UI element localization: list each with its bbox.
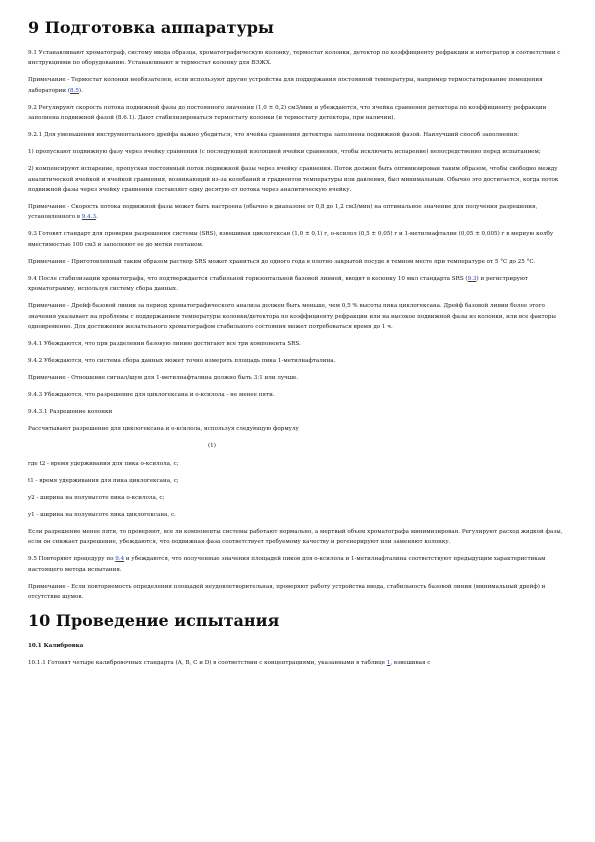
legend-t2: где t2 - время удерживания для пика о-ксилола, с;: [28, 461, 179, 468]
link-table-1[interactable]: 1: [386, 659, 391, 666]
link-9-3[interactable]: 9.3: [467, 275, 477, 282]
paragraph-10-1-1: 10.1.1 Готовят четыре калибровочных стандарта (А, В, С и D) в соответствии с концентрациями, указанными в таблице 1, взвешивая с: [28, 659, 431, 666]
legend-t1: t1 - время удерживания для пика циклогексана, с;: [28, 478, 179, 485]
note-srs-storage: Примечание - Приготовленный таким образом раствор SRS может храниться до одного года в плотно закрытой посуде в темном месте при температуре от 5 °С до 25 °С.: [28, 258, 536, 265]
paragraph-calculation: Рассчитывают разрешение для циклогексана и о-ксилола, используя следующую формулу: [28, 426, 299, 433]
formula-number: (1): [208, 443, 216, 450]
paragraph-resolution-check: Если разрешение менее пяти, то проверяют, все ли компоненты системы работают нормально, а мертвый объем хроматографа минимизирован. Регулируют расход жидкой фазы, если он снижает разрешение, убеждаются, что подвижная фаза соответствует требуемому качеству и регенерируют или заменяют колонку.: [28, 529, 563, 546]
paragraph-9-3: 9.3 Готовят стандарт для проверки разрешения системы (SRS), взвешивая циклогексан (1,0 ± 0,1) г, о-ксилол (0,5 ± 0,05) г и 1-метилнафталин (0,05 ± 0,005) г в мерную колбу вместимостью 100 см3 и заполняют ее до метки гептаном.: [28, 231, 554, 248]
paragraph-9-4-3-1: 9.4.3.1 Разрешение колонки: [28, 409, 113, 416]
link-8-5[interactable]: 8.5: [70, 87, 79, 94]
note-baseline-drift: Примечание - Дрейф базовой линии за период хроматографического анализа должен быть меньше, чем 0,5 % высоты пика циклогексана. Дрейф базовой линии более этого значения указывает на проблемы с поддержанием температуры колонки/детектора по коэффициенту рефракции или на высокое подвижной фазы из колонки, или все факторы одновременно. Для достижения желательного хроматографом стабильного состояния может потребоваться время до 1 ч.: [28, 303, 556, 331]
paragraph-9-5: 9.5 Повторяют процедуру по 9.4 и убеждаются, что полученные значения площадей пиков для о-ксилола и 1-метилнафталина соответствуют предыдущим характеристикам настоящего метода испытания.: [28, 556, 546, 573]
note-thermostat: Примечание - Термостат колонки необязателен, если используют другие устройства для поддержания постоянной температуры, например термостатирование помещения лаборатории (8.5).: [28, 77, 543, 94]
paragraph-9-2: 9.2 Регулируют скорость потока подвижной фазы до постоянного значения (1,0 ± 0,2) см3/мин и убеждаются, что ячейка сравнения детектора по коэффициенту рефракции заполнена подвижной фазой (8.6.1). Дают стабилизироваться термостату колонки (и термостату детектора, при наличии).: [28, 104, 547, 122]
link-9-4-3[interactable]: 9.4.3: [81, 214, 97, 221]
legend-y1: y1 - ширина на полувысоте пика циклогексана, с.: [28, 512, 176, 519]
paragraph-9-4-2: 9.4.2 Убеждаются, что система сбора данных может точно измерять площадь пика 1-метилнафталина.: [28, 358, 336, 365]
note-flow-rate: Примечание - Скорость потока подвижной фазы может быть настроена (обычно в диапазоне от 0,8 до 1,2 см3/мин) на оптимальное значение для получения разрешения, установленного в 9.4.3.: [28, 204, 538, 221]
list-item-2: 2) компенсируют испарение, пропуская постоянный поток подвижной фазы через ячейку сравнения. Поток должен быть оптимизирован таким образом, чтобы свободно между аналитической ячейкой и ячейкой сравнения, возникающий из-за колебаний и градиентов температуры или давления, был минимальным. Обычно это достигается, когда поток подвижной фазы через ячейку сравнения составляет одну десятую от потока через аналитическую ячейку.: [28, 166, 559, 194]
section-9-heading: 9 Подготовка аппаратуры: [28, 18, 274, 37]
section-10-heading: 10 Проведение испытания: [28, 610, 280, 630]
note-signal-noise: Примечание - Отношение сигнал/шум для 1-метилнафталина должно быть 3:1 или лучше.: [28, 375, 299, 382]
paragraph-10-1: 10.1 Калибровка: [28, 642, 84, 649]
paragraph-9-1: 9.1 Устанавливают хроматограф, систему ввода образца, хроматографическую колонку, термостат колонки, детектор по коэффициенту рефракции и интегратор в соответствии с инструкциями по оборудованию. Устанавливают и термостат колонку для ВЭЖХ.: [28, 50, 561, 67]
list-item-1: 1) пропускают подвижную фазу через ячейку сравнения (с последующей изоляцией ячейки сравнения, чтобы исключить испарение) непосредственно перед испытанием;: [28, 149, 541, 156]
paragraph-9-4-1: 9.4.1 Убеждаются, что при разделении базовую линию достигают все три компонента SRS.: [28, 341, 301, 348]
note-repeatability: Примечание - Если повторяемость определения площадей неудовлетворительная, проверяют работу устройства ввода, стабильность базовой линии (минимальный дрейф) и отсутствие шумов.: [28, 583, 546, 601]
paragraph-9-2-1: 9.2.1 Для уменьшения инструментального дрейфа важно убедиться, что ячейка сравнения детектора заполнена подвижной фазой. Наилучший способ заполнения:: [28, 132, 519, 139]
link-9-4[interactable]: 9.4: [115, 556, 125, 563]
paragraph-9-4-3: 9.4.3 Убеждаются, что разрешение для циклогексана и о-ксилола - не менее пяти.: [28, 392, 275, 399]
legend-y2: y2 - ширина на полувысоте пика о-ксилола, с;: [28, 495, 165, 502]
paragraph-9-4: 9.4 После стабилизации хроматографа, что подтверждается стабильной горизонтальной базовой линией, вводят в колонку 10 мкл стандарта SRS (9.3) и регистрируют хроматограмму, используя систему сбора данных.: [28, 275, 528, 293]
